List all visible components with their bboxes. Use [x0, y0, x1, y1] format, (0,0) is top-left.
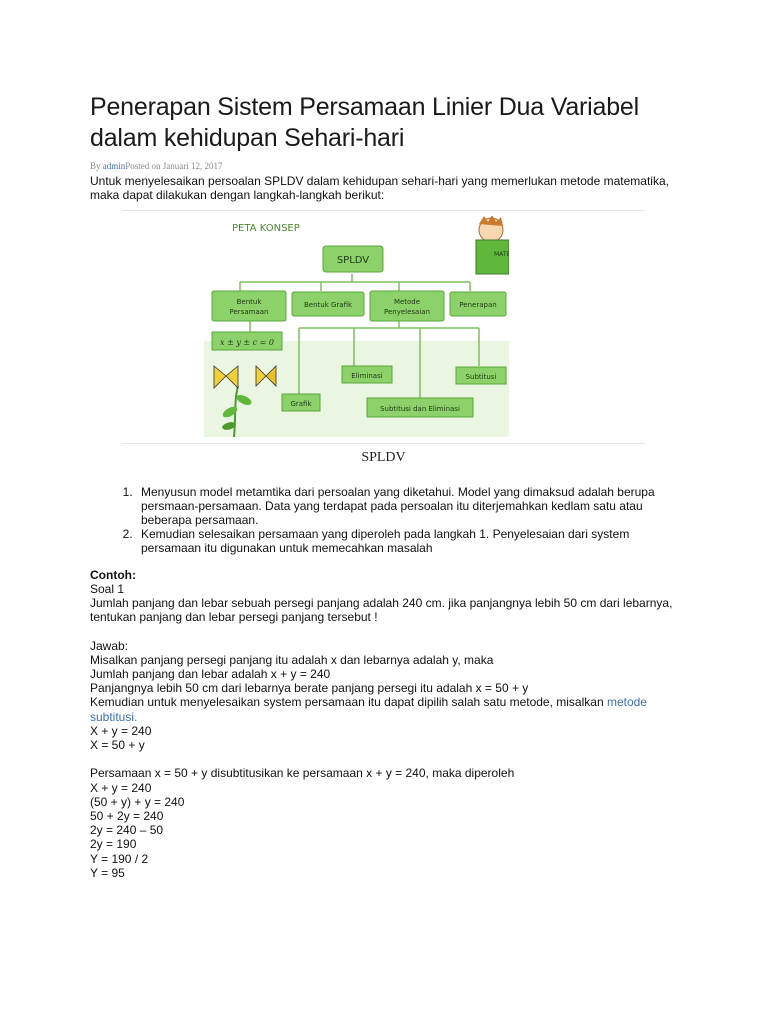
- example-heading: Contoh:: [90, 567, 136, 582]
- node-grafik-label: Grafik: [290, 400, 312, 409]
- equation-step: X + y = 240: [90, 780, 152, 795]
- svg-text:Metode: Metode: [393, 298, 421, 307]
- equation-step: Y = 190 / 2: [90, 851, 149, 866]
- node-bentuk-persamaan: [212, 291, 286, 321]
- node-eliminasi-label: Eliminasi: [351, 372, 383, 381]
- substitution-intro: Persamaan x = 50 + y disubtitusikan ke persamaan x + y = 240, maka diperoleh: [90, 766, 515, 781]
- answer-line: Panjangnya lebih 50 cm dari lebarnya berate panjang persegi itu adalah x = 50 + y: [90, 681, 529, 696]
- svg-text:Persamaan: Persamaan: [229, 308, 269, 317]
- steps-list: [90, 485, 680, 556]
- soal-text: Jumlah panjang dan lebar sebuah persegi panjang adalah 240 cm. jika panjangnya lebih 50 cm dari lebarnya, tentukan panjang dan lebar persegi panjang tersebut !: [90, 596, 673, 625]
- svg-text:Penyelesaian: Penyelesaian: [383, 308, 431, 317]
- concept-map-figure: [204, 216, 509, 437]
- figure-frame: [122, 210, 645, 444]
- node-penerapan-label: Penerapan: [459, 301, 497, 310]
- map-background: [204, 341, 509, 437]
- equation-line: X + y = 240: [90, 723, 152, 738]
- answer-line-text: Kemudian untuk menyelesaikan system persamaan itu dapat dipilih salah satu metode, misalkan: [90, 695, 607, 710]
- article: [90, 92, 680, 880]
- list-item: 2. Kemudian selesaikan persamaan yang diperoleh pada langkah 1. Penyelesaian dari system persamaan itu digunakan untuk memecahkan masalah: [136, 527, 680, 555]
- concept-map: [204, 216, 509, 437]
- root-label: SPLDV: [336, 255, 370, 267]
- article-title: Penerapan Sistem Persamaan Linier Dua Variabel dalam kehidupan Sehari-hari: [90, 93, 639, 152]
- author-link[interactable]: admin: [102, 161, 126, 171]
- svg-text:Bentuk: Bentuk: [236, 298, 262, 307]
- answer-line: Misalkan panjang persegi panjang itu adalah x dan lebarnya adalah y, maka: [90, 652, 494, 667]
- answer-line: Jumlah panjang dan lebar adalah x + y = 240: [90, 667, 331, 682]
- meta-by: By: [90, 161, 103, 171]
- equation-step: 50 + 2y = 240: [90, 809, 164, 824]
- node-metode: [370, 291, 444, 321]
- post-meta: [90, 161, 680, 171]
- book-label: MATE: [494, 251, 509, 259]
- equation-step: (50 + y) + y = 240: [90, 794, 185, 809]
- map-heading: PETA KONSEP: [232, 223, 300, 235]
- equation-step: 2y = 190: [90, 837, 137, 852]
- equation-line: X = 50 + y: [90, 738, 145, 753]
- figure-caption: SPLDV: [361, 450, 406, 466]
- meta-posted: Posted on Januari 12, 2017: [125, 161, 223, 171]
- soal-label: Soal 1: [90, 581, 125, 596]
- answer-line: [90, 695, 680, 723]
- equation-step: 2y = 240 – 50: [90, 823, 164, 838]
- jawab-label: Jawab:: [90, 638, 129, 653]
- node-subtitusi-label: Subtitusi: [465, 373, 497, 382]
- formula-label: x ± y ± c = 0: [220, 338, 274, 348]
- intro-paragraph: Untuk menyelesaikan persoalan SPLDV dalam kehidupan sehari-hari yang memerlukan metode matematika, maka dapat dilakukan dengan langkah-langkah berikut:: [90, 174, 669, 203]
- equation-step: Y = 95: [90, 865, 125, 880]
- metode-subtitusi-link[interactable]: metode subtitusi.: [90, 695, 647, 724]
- list-item: 1. Menyusun model metamtika dari persoalan yang diketahui. Model yang dimaksud adalah berupa persmaan-persamaan. Data yang terdapat pada persoalan itu diterjemahkan kedlam satu atau beberapa persamaan.: [136, 485, 680, 528]
- node-bentuk-grafik-label: Bentuk Grafik: [303, 301, 353, 310]
- node-subtitusi-eliminasi-label: Subtitusi dan Eliminasi: [380, 405, 460, 414]
